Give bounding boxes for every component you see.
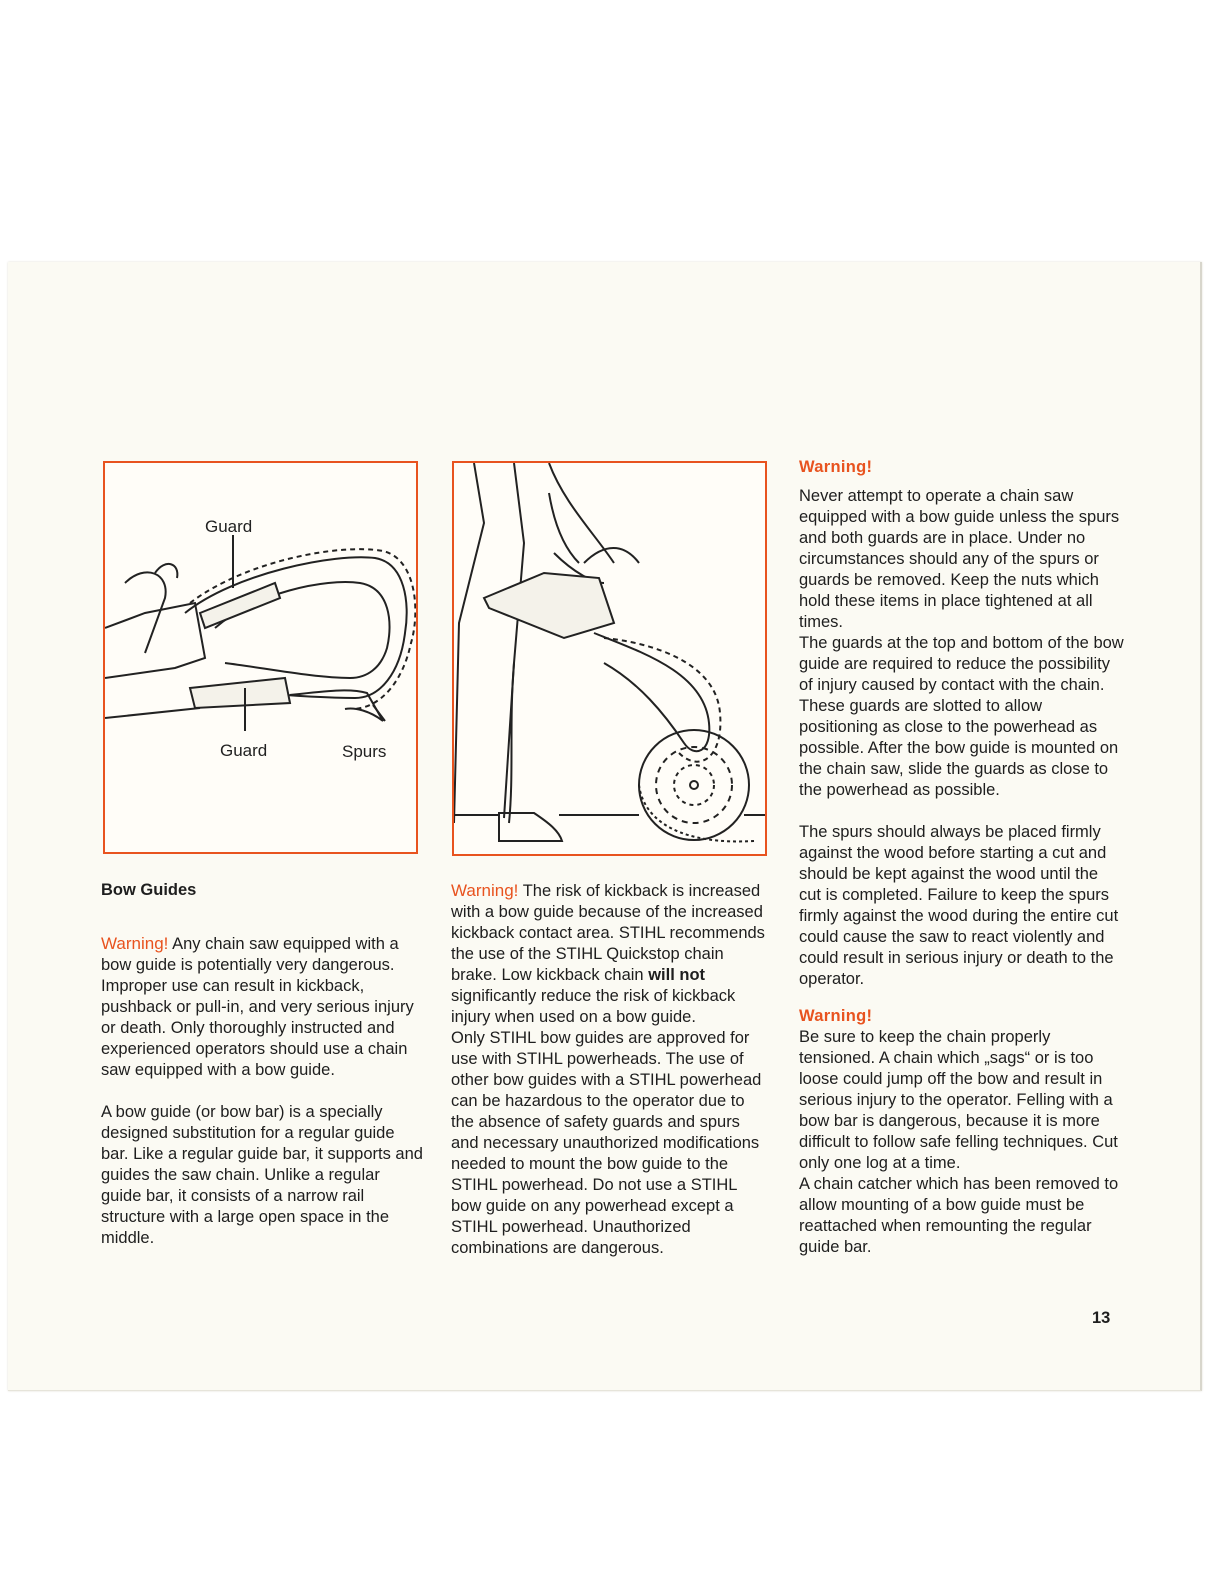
bottom-guard-shape — [190, 678, 290, 708]
operator-torso — [549, 463, 614, 563]
bow-guide-description: A bow guide (or bow bar) is a specially designed substitution for a regular guide bar. Like a regular guide bar, it supports and guides the saw chain. Unlike a regular guide bar, it consists of a narrow rail structure with a large open space in the middle. — [101, 1103, 423, 1247]
section-heading: Bow Guides — [101, 881, 197, 899]
guards-description: The guards at the top and bottom of the bow guide are required to reduce the possibility of injury caused by contact with the chain. These guards are slotted to allow positioning as close to the powerhead as possible. After the bow guide is mounted on the chain saw, slide the guards as close to the powerhead as possible. — [799, 634, 1124, 799]
operator-cutting-figure — [452, 461, 767, 856]
warning-text-a: The risk of kickback is increased with a bow guide because of the increased kickback contact area. STIHL recommends the use of the STIHL Quickstop chain brake. Low kickback chain — [451, 882, 765, 984]
powerhead-body — [105, 603, 205, 678]
spurs-description: The spurs should always be placed firmly against the wood before starting a cut and should be kept against the wood until the cut is completed. Failure to keep the spurs firmly against the wood during the entire cut could cause the saw to react violently and could result in serious injury or death to the operator. — [799, 823, 1119, 988]
chainsaw-powerhead — [484, 573, 614, 638]
column-3 — [799, 457, 1124, 1258]
bow-guide-parts-figure — [103, 461, 418, 854]
bow-rail — [594, 633, 709, 751]
operator-leg-back — [454, 463, 484, 823]
column-1 — [101, 880, 423, 1249]
warning-heading-1: Warning! — [799, 458, 873, 476]
warning-text: Any chain saw equipped with a bow guide is potentially very dangerous. Improper use can result in kickback, pushback or pull-in, and very serious injury or death. Only thoroughly instructed and experienced operators should use a chain saw equipped with a bow guide. — [101, 935, 414, 1079]
warning-label: Warning! — [101, 934, 169, 953]
approved-bow-guides: Only STIHL bow guides are approved for use with STIHL powerheads. The use of other bow guides with a STIHL powerhead can be hazardous to the operator due to the absence of safety guards and spurs and necessary unauthorized modifications needed to mount the bow guide to the STIHL powerhead. Do not use a STIHL bow guide on any powerhead except a STIHL powerhead. Unauthorized combinations are dangerous. — [451, 1029, 762, 1257]
label-guard-top: Guard — [205, 517, 253, 536]
warning-emphasis: will not — [648, 966, 706, 984]
top-guard-shape — [200, 583, 280, 628]
bow-guide-illustration — [105, 463, 416, 852]
spurs-guards-warning: Never attempt to operate a chain saw equipped with a bow guide unless the spurs and both guards are in place. Under no circumstances should any of the spurs or guards be removed. Keep the nuts which hold these items in place tightened at all times. — [799, 487, 1120, 631]
page-number: 13 — [1092, 1309, 1111, 1327]
operator-boot — [499, 813, 562, 841]
label-guard-bottom: Guard — [220, 741, 268, 760]
operator-illustration — [454, 463, 765, 854]
column-2 — [451, 880, 771, 1259]
warning-label: Warning! — [451, 881, 519, 900]
label-spurs: Spurs — [342, 742, 387, 761]
chain-catcher-note: A chain catcher which has been removed to allow mounting of a bow guide must be reattached when remounting the regular guide bar. — [799, 1175, 1119, 1256]
warning-heading-2: Warning! — [799, 1007, 873, 1025]
bow-rail-outer — [185, 557, 407, 698]
warning-text-b: significantly reduce the risk of kickback injury when used on a bow guide. — [451, 987, 736, 1026]
warning-paragraph-1 — [101, 933, 423, 1081]
kickback-warning — [451, 880, 771, 1028]
chain-tension-warning: Be sure to keep the chain properly tensioned. A chain which „sags“ or is too loose could jump off the bow and result in serious injury to the operator. Felling with a bow bar is dangerous, because it is more difficult to follow safe felling techniques. Cut only one log at a time. — [799, 1028, 1118, 1172]
